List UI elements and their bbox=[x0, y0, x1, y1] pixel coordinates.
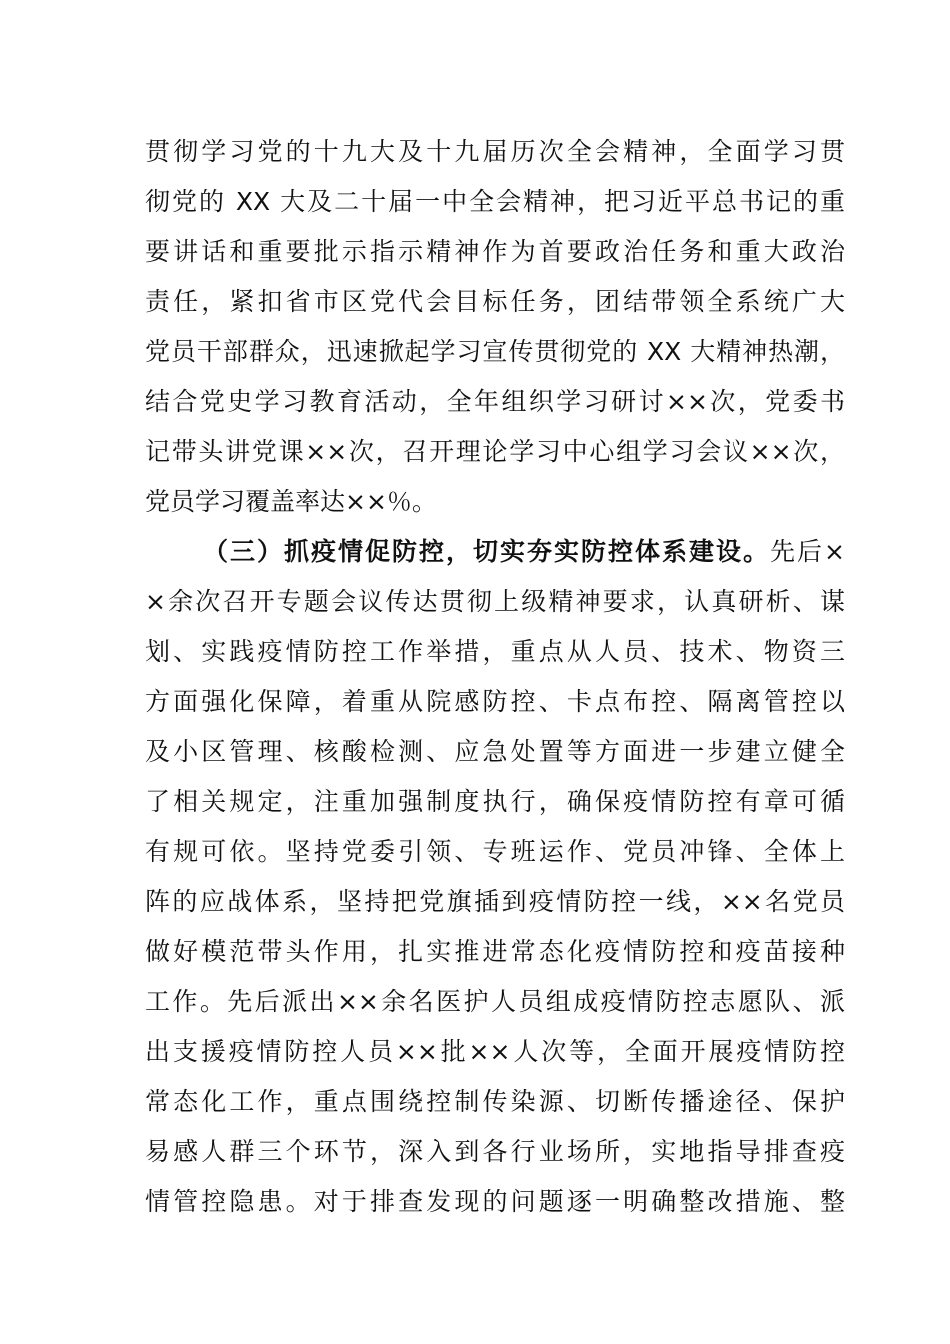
paragraph-2-line-11: 出支援疫情防控人员××批××人次等，全面开展疫情防控 bbox=[145, 1037, 845, 1066]
paragraph-2-line-2: ×余次召开专题会议传达贯彻上级精神要求，认真研析、谋 bbox=[145, 587, 845, 616]
paragraph-2-line-4: 方面强化保障，着重从院感防控、卡点布控、隔离管控以 bbox=[145, 687, 845, 716]
paragraph-2-line-7: 有规可依。坚持党委引领、专班运作、党员冲锋、全体上 bbox=[145, 837, 845, 866]
paragraph-1-line-3: 要讲话和重要批示指示精神作为首要政治任务和重大政治 bbox=[145, 237, 845, 266]
paragraph-2-line-13: 易感人群三个环节，深入到各行业场所，实地指导排查疫 bbox=[145, 1137, 845, 1166]
paragraph-2-line-6: 了相关规定，注重加强制度执行，确保疫情防控有章可循 bbox=[145, 787, 845, 816]
paragraph-2-line-1-rest: 先后× bbox=[770, 537, 845, 566]
paragraph-2 bbox=[145, 527, 845, 1227]
paragraph-1 bbox=[145, 127, 845, 527]
paragraph-1-line-7: 记带头讲党课××次，召开理论学习中心组学习会议××次， bbox=[145, 437, 845, 466]
paragraph-1-line-8: 党员学习覆盖率达××％。 bbox=[145, 487, 437, 516]
paragraph-1-line-4: 责任，紧扣省市区党代会目标任务，团结带领全系统广大 bbox=[145, 287, 845, 316]
section-heading: （三）抓疫情促防控，切实夯实防控体系建设。 bbox=[203, 537, 771, 566]
paragraph-2-line-1 bbox=[145, 527, 845, 577]
paragraph-2-line-12: 常态化工作，重点围绕控制传染源、切断传播途径、保护 bbox=[145, 1087, 845, 1116]
paragraph-2-line-5: 及小区管理、核酸检测、应急处置等方面进一步建立健全 bbox=[145, 737, 845, 766]
paragraph-2-line-3: 划、实践疫情防控工作举措，重点从人员、技术、物资三 bbox=[145, 637, 845, 666]
paragraph-2-line-10: 工作。先后派出××余名医护人员组成疫情防控志愿队、派 bbox=[145, 987, 845, 1016]
paragraph-2-line-9: 做好模范带头作用，扎实推进常态化疫情防控和疫苗接种 bbox=[145, 937, 845, 966]
paragraph-1-line-5: 党员干部群众，迅速掀起学习宣传贯彻党的 XX 大精神热潮， bbox=[145, 337, 845, 366]
paragraph-2-line-8: 阵的应战体系，坚持把党旗插到疫情防控一线，××名党员 bbox=[145, 887, 845, 916]
paragraph-1-line-6: 结合党史学习教育活动，全年组织学习研讨××次，党委书 bbox=[145, 387, 845, 416]
paragraph-1-line-2: 彻党的 XX 大及二十届一中全会精神，把习近平总书记的重 bbox=[145, 187, 845, 216]
paragraph-2-line-14: 情管控隐患。对于排查发现的问题逐一明确整改措施、整 bbox=[145, 1187, 845, 1216]
paragraph-1-line-1: 贯彻学习党的十九大及十九届历次全会精神，全面学习贯 bbox=[145, 137, 845, 166]
